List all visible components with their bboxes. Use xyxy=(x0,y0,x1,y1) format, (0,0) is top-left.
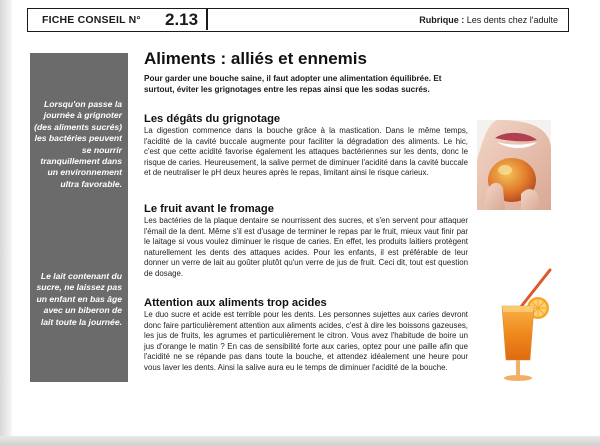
rubrique-value: Les dents chez l'adulte xyxy=(466,15,558,25)
section-title-3: Attention aux aliments trop acides xyxy=(144,297,327,309)
article-title: Aliments : alliés et ennemis xyxy=(144,49,367,68)
sidebar-quote-1: Lorsqu'on passe la journée à grignoter (des aliments sucrés) les bactéries peuvent se nourrir tranquillement dans un environnement ultra favorable. xyxy=(34,99,122,189)
orange-juice-glass-image xyxy=(488,268,558,386)
page-bottom-edge xyxy=(0,436,600,446)
rubrique-label: Rubrique : xyxy=(419,15,465,25)
fiche-label: FICHE CONSEIL N° xyxy=(42,14,141,26)
section-body-1: La digestion commence dans la bouche grâce à la mastication. Dans le même temps, l'acidité de la cavité buccale augmente pour faciliter la dégradation des aliments. Le hic, c'est que cette acidité favorise également les attaques bactériennes sur les dents, donc le risque de caries. Heureusement, la salive permet de diminuer l'acidité dans la cavité buccale et de neutraliser le pH deux heures après le repas, limitant ainsi le risque carieux. xyxy=(144,126,468,178)
fiche-header xyxy=(27,8,569,32)
section-body-3: Le duo sucre et acide est terrible pour les dents. Les personnes sujettes aux caries devront donc faire particulièrement attention aux aliments acides, c'est à dire les boissons gazeuses, les jus de fruits, les agrumes et particulièrement le citron. Vous avez l'habitude de boire un jus d'orange le matin ? En cas de sensibilité forte aux caries, optez pour une paille afin que l'acidité ne se répande pas dans toute la bouche, et attendez idéalement une heure pour vous laver les dents. Ainsi la salive aura eu le temps de diminuer l'acidité de la bouche. xyxy=(144,310,468,372)
page-edge-shadow xyxy=(0,0,12,446)
rubrique xyxy=(419,15,558,25)
section-title-1: Les dégâts du grignotage xyxy=(144,113,281,125)
header-separator xyxy=(206,9,208,30)
section-title-2: Le fruit avant le fromage xyxy=(144,203,274,215)
section-body-2: Les bactéries de la plaque dentaire se nourrissent des sucres, et s'en servent pour attaquer l'émail de la dent. Même s'il est d'usage de terminer le repas par le fruit, mieux vaut finir par le laitage si vous voulez diminuer le risque de caries. En effet, les produits laitiers protègent naturellement les dents des attaques acides. Pour les enfants, il est préférable de leur donner un verre de lait au goûter plutôt qu'un verre de jus de fruit. Ceci dit, tout est question de dosage. xyxy=(144,216,468,278)
fiche-number: 2.13 xyxy=(165,10,199,29)
sidebar-quote-2: Le lait contenant du sucre, ne laissez pas un enfant en bas âge avec un biberon de lait toute la journée. xyxy=(36,271,122,327)
person-biting-apple-image xyxy=(477,120,551,210)
article-intro: Pour garder une bouche saine, il faut adopter une alimentation équilibrée. Et surtout, éviter les grignotages entre les repas ainsi que les sodas sucrés. xyxy=(144,74,442,94)
